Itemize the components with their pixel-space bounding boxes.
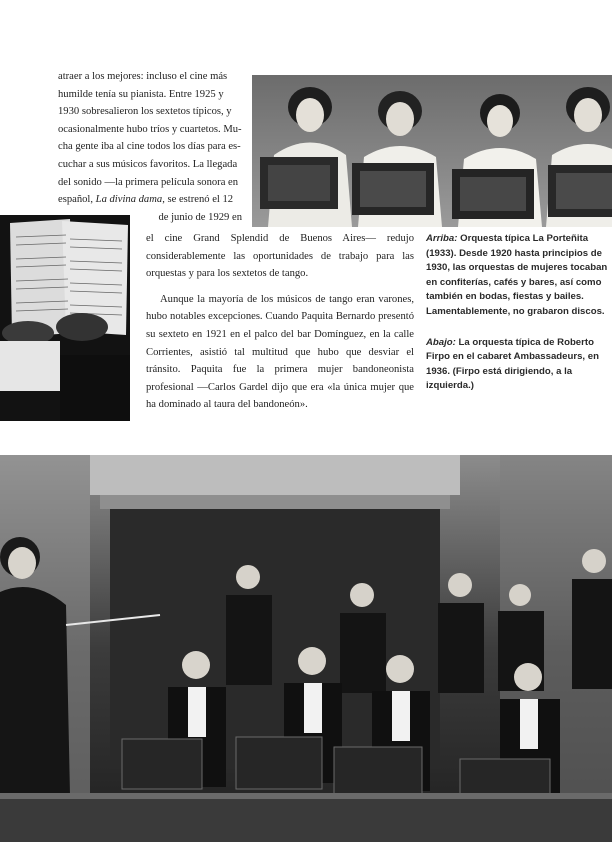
text-line bbox=[58, 191, 242, 209]
women-orchestra-photo bbox=[252, 75, 612, 227]
paragraph: Aunque la mayoría de los músicos de tango eran varones, hubo notables excepciones. Cuando Paquita Bernardo presentó su sexteto en 1921 en el palco del bar Domínguez, en la calle Corrientes, asistió tal multitud que hubo que desviar el tránsito. Paquita fue la primera mujer bandoneonista profesional —Carlos Gardel dijo que era «la única mujer que ha dominado al taura del bandoneón». bbox=[146, 293, 414, 411]
body-text-top bbox=[58, 68, 242, 209]
text-line: cha gente iba al cine todos los días para es- bbox=[58, 141, 241, 153]
caption-bottom bbox=[426, 336, 612, 394]
firpo-orchestra-illustration bbox=[0, 455, 612, 842]
text-line: cuchar a sus músicos favoritos. La llegada bbox=[58, 158, 238, 170]
film-title: La divina dama bbox=[95, 194, 163, 206]
sheet-music-photo bbox=[0, 215, 130, 421]
text-line: ocasionalmente hubo tríos y cuartetos. Mu- bbox=[58, 123, 242, 135]
caption-top bbox=[426, 232, 612, 320]
text-line: atraer a los mejores: incluso el cine más bbox=[58, 71, 228, 82]
caption-body: Orquesta típica La Porteñita (1933). Desde 1920 hasta principios de 1930, las orquestas de mujeres tocaban en confiterías, cafés y bares, así como también en bodas, fiestas y bailes. Lamentablemente, no grabaron discos. bbox=[426, 233, 608, 317]
text-fragment: , se estrenó el 12 bbox=[162, 194, 234, 206]
caption-body: La orquesta típica de Roberto Firpo en el cabaret Ambassadeurs, en 1936. (Firpo está dirigiendo, a la izquierda.) bbox=[426, 336, 599, 392]
text-fragment: español, bbox=[58, 194, 96, 206]
sheet-music-illustration bbox=[0, 215, 130, 421]
body-text-main bbox=[146, 230, 414, 414]
paragraph: el cine Grand Splendid de Buenos Aires— redujo considerablemente las oportunidades de trabajo para las orquestas y para los sextetos de tango. bbox=[146, 233, 414, 280]
body-text-line-9 bbox=[146, 209, 242, 227]
text-line: del sonido —la primera película sonora en bbox=[58, 176, 239, 188]
caption-lead: Arriba: bbox=[426, 233, 458, 244]
caption-lead: Abajo: bbox=[426, 336, 456, 348]
text-line: 1930 sobresalieron los sextetos típicos, y bbox=[58, 106, 232, 118]
women-orchestra-illustration bbox=[252, 75, 612, 227]
firpo-orchestra-photo bbox=[0, 455, 612, 842]
text-line: humilde tenía su pianista. Entre 1925 y bbox=[58, 88, 224, 100]
captions-column bbox=[426, 232, 612, 408]
text-line: de junio de 1929 en bbox=[158, 212, 242, 223]
